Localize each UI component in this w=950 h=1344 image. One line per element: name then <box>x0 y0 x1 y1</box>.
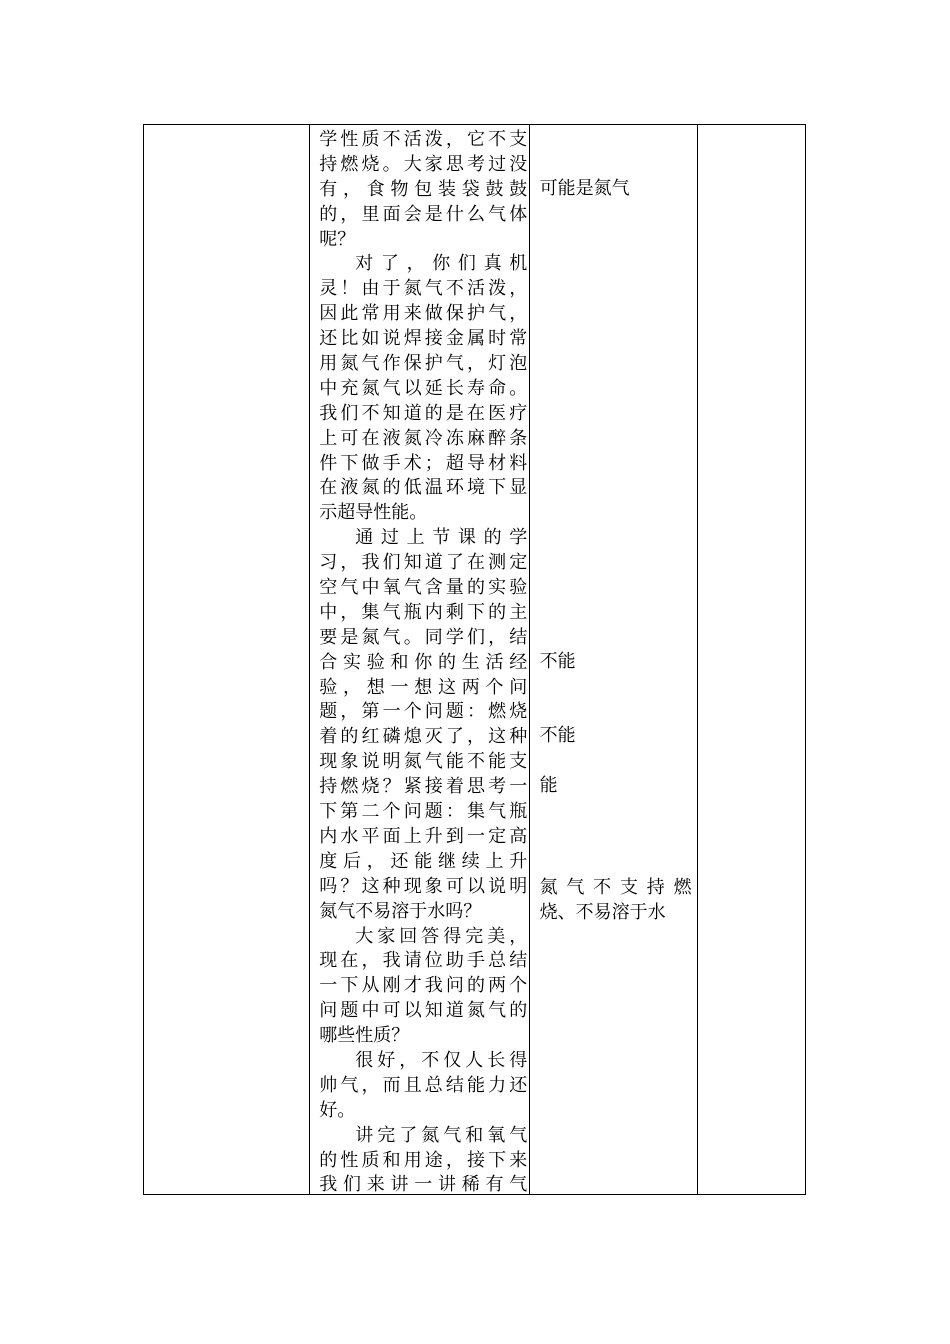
teacher-text-line: 帅气，而且总结能力还 <box>319 1074 528 1096</box>
teacher-text-line: 哪些性质？ <box>319 1025 410 1047</box>
student-response-4: 能 <box>539 775 558 796</box>
teacher-text-line: 问题中可以知道氮气的 <box>319 1000 528 1022</box>
teacher-text-line: 对了，你们真机 <box>355 253 528 275</box>
teacher-text-line: 氮气不易溶于水吗？ <box>319 900 482 922</box>
teacher-text-line: 示超导性能。 <box>319 502 428 524</box>
teacher-text-line: 上可在液氮冷冻麻醉条 <box>319 427 528 449</box>
student-response-3: 不能 <box>539 725 576 746</box>
teacher-text-line: 内水平面上升到一定高 <box>319 825 528 847</box>
teacher-text-line: 通过上节课的学 <box>355 527 528 549</box>
teacher-text-line: 灵！由于氮气不活泼， <box>319 278 528 300</box>
teacher-text-line: 很好，不仅人长得 <box>355 1049 528 1071</box>
teacher-text-line: 现象说明氮气能不能支 <box>319 751 528 773</box>
teacher-text-line: 持燃烧？紧接着思考一 <box>319 776 528 798</box>
teacher-activity-cell <box>310 125 529 1195</box>
teacher-text-line: 要是氮气。同学们，结 <box>319 626 528 648</box>
teacher-text-line: 的，里面会是什么气体 <box>319 203 528 225</box>
teacher-text-line: 在液氮的低温环境下显 <box>319 477 528 499</box>
lesson-plan-table <box>143 124 806 1195</box>
teacher-text-line: 的性质和用途，接下来 <box>319 1149 528 1171</box>
teacher-text-line: 验，想一想这两个问 <box>319 676 528 698</box>
teacher-text-line: 度后，还能继续上升 <box>319 850 528 872</box>
teacher-text-line: 持燃烧。大家思考过没 <box>319 153 528 175</box>
teacher-text-line: 我们来讲一讲稀有气 <box>319 1174 528 1196</box>
teacher-activity-text <box>319 128 527 1198</box>
teacher-text-line: 一下从刚才我问的两个 <box>319 975 528 997</box>
teacher-text-line: 空气中氧气含量的实验 <box>319 577 528 599</box>
teacher-text-line: 现在，我请位助手总结 <box>319 950 528 972</box>
teacher-text-line: 学性质不活泼，它不支 <box>319 129 528 150</box>
teacher-text-line: 好。 <box>319 1099 356 1121</box>
teacher-text-line: 讲完了氮气和氧气 <box>355 1124 528 1146</box>
teacher-text-line: 习，我们知道了在测定 <box>319 552 528 574</box>
teacher-text-line: 中，集气瓶内剩下的主 <box>319 601 528 623</box>
teacher-text-line: 中充氮气以延长寿命。 <box>319 377 528 399</box>
teacher-text-line: 还比如说焊接金属时常 <box>319 328 528 350</box>
teacher-text-line: 有，食物包装袋鼓鼓 <box>319 178 528 200</box>
teacher-text-line: 用氮气作保护气，灯泡 <box>319 353 528 375</box>
teacher-text-line: 因此常用来做保护气， <box>319 303 528 325</box>
student-response-1: 可能是氮气 <box>539 178 630 199</box>
table-row <box>144 125 806 1195</box>
teacher-text-line: 吗？这种现象可以说明 <box>319 875 528 897</box>
teacher-text-line: 大家回答得完美， <box>355 925 528 947</box>
student-response-2: 不能 <box>539 651 576 672</box>
student-activity-cell <box>529 125 697 1195</box>
student-response-5-line-1: 氮气不支持燃 <box>539 877 692 898</box>
teacher-text-line: 件下做手术；超导材料 <box>319 452 528 474</box>
teacher-text-line: 合实验和你的生活经 <box>319 651 528 673</box>
teacher-text-line: 着的红磷熄灭了，这种 <box>319 726 528 748</box>
teacher-text-line: 题，第一个问题：燃烧 <box>319 701 528 723</box>
student-response-5-line-2: 烧、不易溶于水 <box>539 902 666 923</box>
teacher-text-line: 下第二个问题：集气瓶 <box>319 801 528 823</box>
stage-cell <box>144 125 310 1195</box>
teacher-text-line: 我们不知道的是在医疗 <box>319 402 528 424</box>
design-intent-cell <box>697 125 805 1195</box>
teacher-text-line: 呢？ <box>319 228 356 250</box>
